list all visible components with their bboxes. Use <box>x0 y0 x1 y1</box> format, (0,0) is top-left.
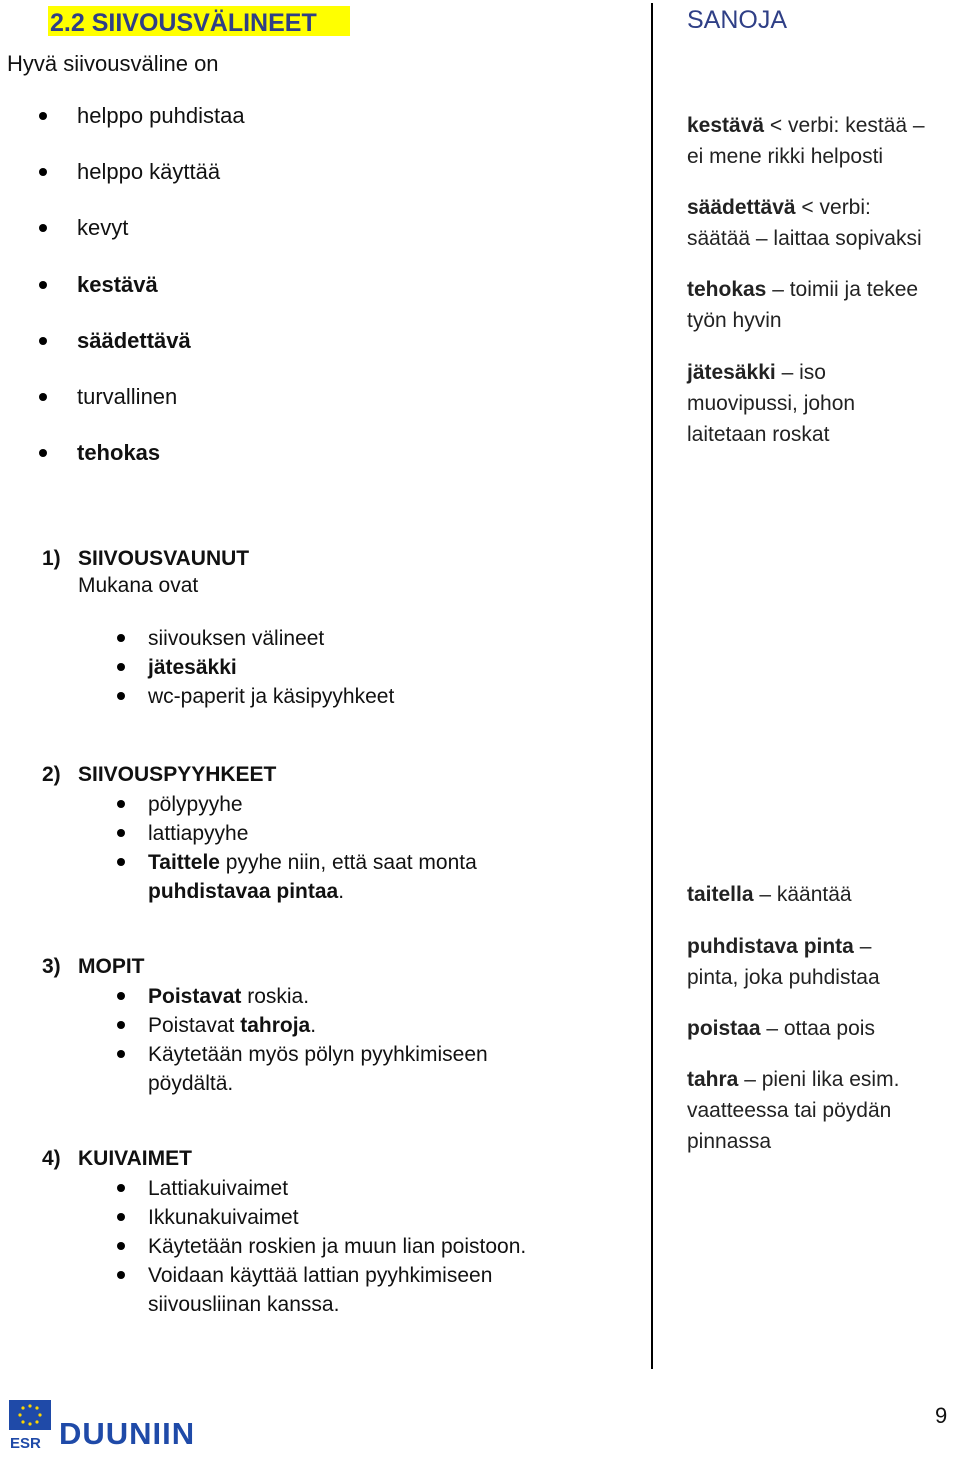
glossary-entry: tehokas – toimii ja tekee työn hyvin <box>687 278 919 332</box>
glossary-entry: kestävä < verbi: kestää – ei mene rikki helposti <box>687 114 925 168</box>
section-heading: 3) MOPIT <box>42 955 145 978</box>
glossary-entry: poistaa – ottaa pois <box>687 1017 875 1040</box>
section-title: 2.2 SIIVOUSVÄLINEET <box>48 6 350 36</box>
bullet-icon <box>117 663 125 671</box>
glossary-entry: taitella – kääntää <box>687 883 852 906</box>
glossary-title: SANOJA <box>687 6 788 34</box>
duuniin-esr-logo <box>7 1398 207 1452</box>
section-heading: 4) KUIVAIMET <box>42 1147 192 1170</box>
column-divider <box>651 3 653 1369</box>
page-number: 9 <box>935 1403 948 1428</box>
section-heading: 1) SIIVOUSVAUNUT <box>42 547 250 570</box>
list-item: lattiapyyhe <box>148 819 248 848</box>
bullet-icon <box>117 1184 125 1192</box>
list-item: Käytetään myös pölyn pyyhkimiseen pöydältä. <box>148 1040 488 1098</box>
list-item: Taittele pyyhe niin, että saat monta puhdistavaa pintaa. <box>148 848 477 906</box>
bullet-icon <box>117 1271 125 1279</box>
list-item: wc-paperit ja käsipyyhkeet <box>148 682 394 711</box>
svg-text:DUUNIIN: DUUNIIN <box>59 1416 196 1451</box>
bullet-icon <box>39 112 47 120</box>
list-item: Käytetään roskien ja muun lian poistoon. <box>148 1232 526 1261</box>
list-item: jätesäkki <box>148 653 237 682</box>
list-item: Voidaan käyttää lattian pyyhkimiseen siivousliinan kanssa. <box>148 1261 492 1319</box>
section-heading: 2) SIIVOUSPYYHKEET <box>42 763 277 786</box>
bullet-icon <box>117 1021 125 1029</box>
bullet-icon <box>39 449 47 457</box>
list-item: Poistavat tahroja. <box>148 1011 316 1040</box>
glossary-entry: puhdistava pinta – pinta, joka puhdistaa <box>687 935 880 989</box>
glossary-entry: säädettävä < verbi: säätää – laittaa sopivaksi <box>687 196 922 250</box>
bullet-icon <box>39 393 47 401</box>
bullet-icon <box>117 1213 125 1221</box>
bullet-icon <box>117 858 125 866</box>
list-item: Lattiakuivaimet <box>148 1174 288 1203</box>
bullet-icon <box>39 337 47 345</box>
glossary-entry: jätesäkki – iso muovipussi, johon laitetaan roskat <box>687 361 856 446</box>
bullet-icon <box>117 829 125 837</box>
bullet-icon <box>117 992 125 1000</box>
list-item: Poistavat roskia. <box>148 982 309 1011</box>
bullet-icon <box>39 168 47 176</box>
bullet-icon <box>39 281 47 289</box>
bullet-icon <box>39 224 47 232</box>
list-item: Ikkunakuivaimet <box>148 1203 299 1232</box>
svg-text:ESR: ESR <box>10 1435 41 1452</box>
bullet-icon <box>117 1242 125 1250</box>
glossary-entry: tahra – pieni lika esim. vaatteessa tai pöydän pinnassa <box>687 1068 900 1153</box>
section-subtitle: Mukana ovat <box>78 574 199 597</box>
list-item: pölypyyhe <box>148 790 243 819</box>
intro-text: Hyvä siivousväline on <box>7 51 219 76</box>
list-item: siivouksen välineet <box>148 624 324 653</box>
bullet-icon <box>117 800 125 808</box>
bullet-icon <box>117 634 125 642</box>
bullet-icon <box>117 692 125 700</box>
bullet-icon <box>117 1050 125 1058</box>
